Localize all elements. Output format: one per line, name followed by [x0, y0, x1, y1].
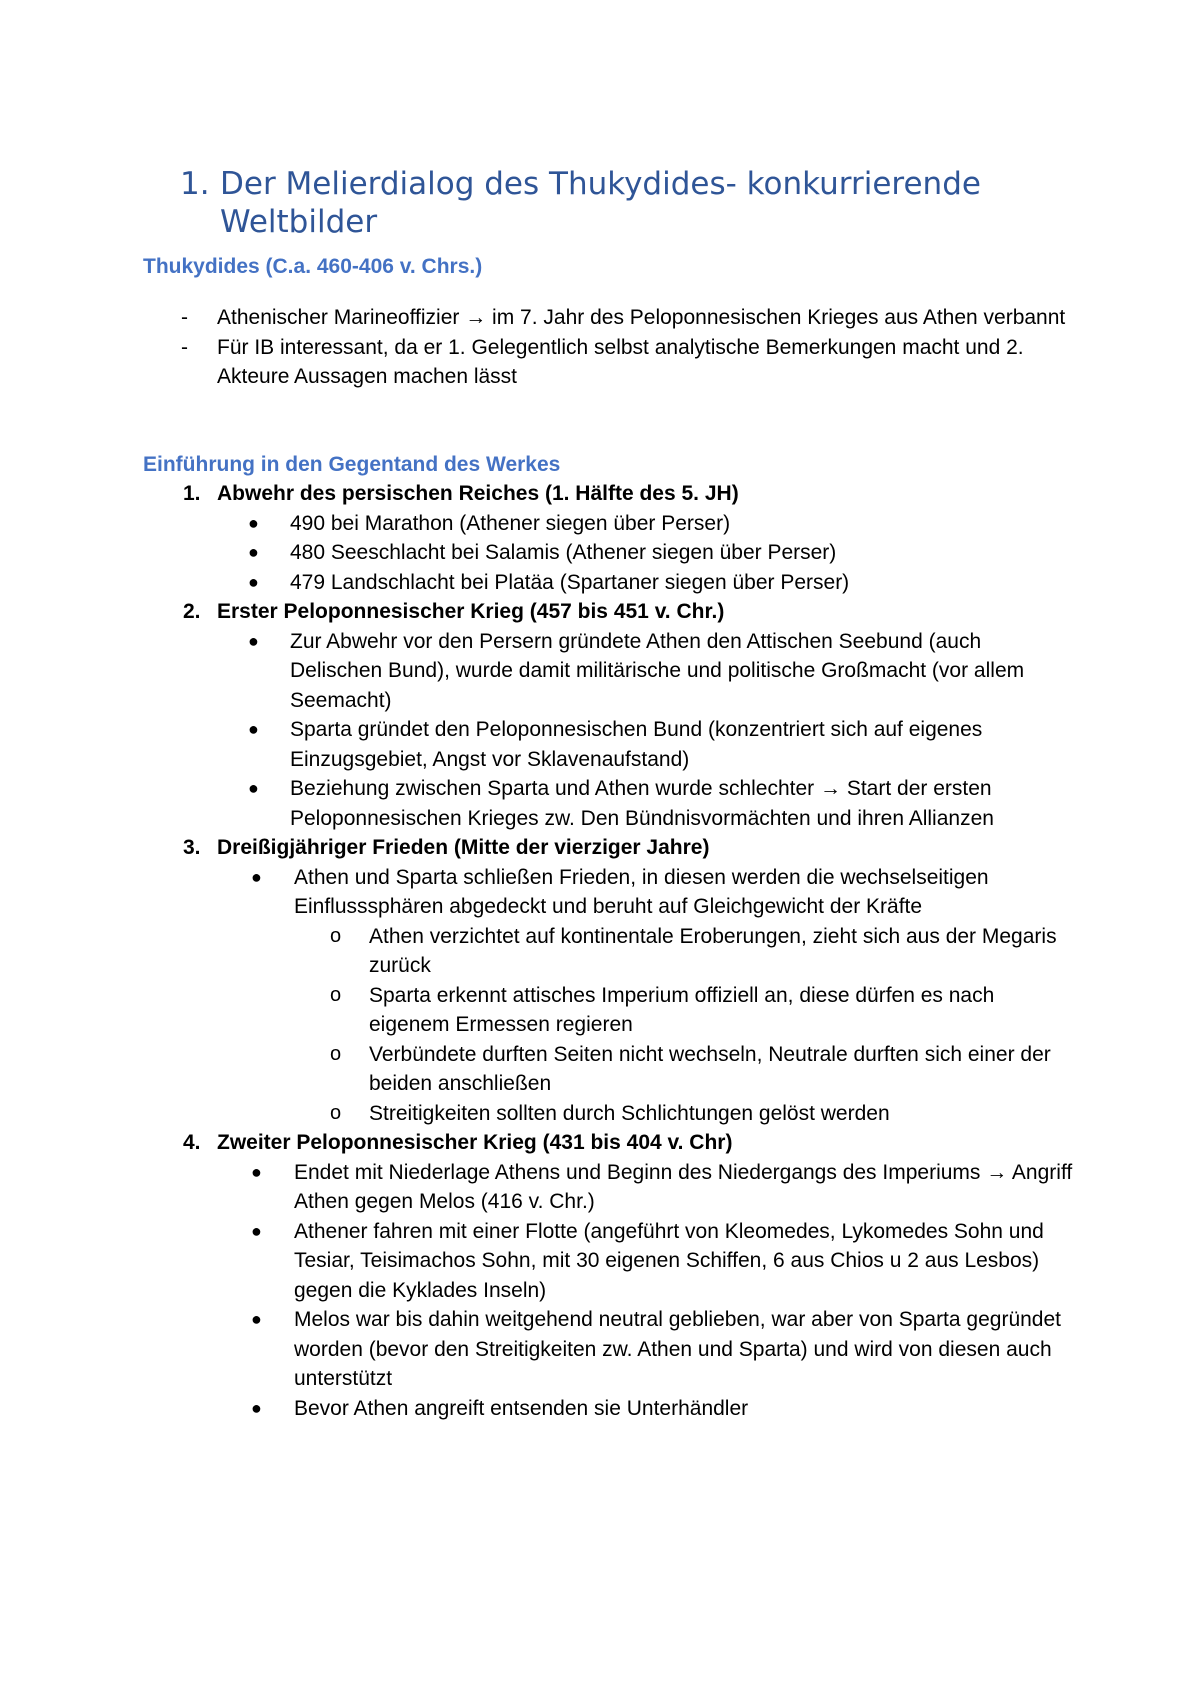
sub-bullet-item: o Streitigkeiten sollten durch Schlichtungen gelöst werden — [143, 1099, 1073, 1129]
title-text: Der Melierdialog des Thukydides- konkurrierende Weltbilder — [220, 166, 981, 240]
circle-bullet-icon: o — [330, 1101, 342, 1124]
bullet-icon: ● — [251, 1397, 262, 1418]
bullet-item: ● Sparta gründet den Peloponnesischen Bund (konzentriert sich auf eigenes Einzugsgebiet, Angst vor Sklavenaufstand) — [143, 715, 1073, 774]
bullet-item: ● Zur Abwehr vor den Persern gründete Athen den Attischen Seebund (auch Delischen Bund), wurde damit militärische und politische Großmacht (vor allem Seemacht) — [143, 627, 1073, 716]
bullet-icon: ● — [248, 719, 259, 739]
section-heading: 3. Dreißigjähriger Frieden (Mitte der vierziger Jahre) — [183, 836, 710, 859]
sub-bullet-item: o Sparta erkennt attisches Imperium offiziell an, diese dürfen es nach eigenem Ermessen regieren — [143, 981, 1073, 1040]
bullet-item: ● Melos war bis dahin weitgehend neutral geblieben, war aber von Sparta gegründet worden (bevor den Streitigkeiten zw. Athen und Sparta) und wird von diesen auch unterstützt — [143, 1305, 1073, 1394]
bullet-icon: ● — [251, 1309, 262, 1329]
sub-bullet-item: o Verbündete durften Seiten nicht wechseln, Neutrale durften sich einer der beiden anschließen — [143, 1040, 1073, 1099]
list-item: - Athenischer Marineoffizier → im 7. Jahr des Peloponnesischen Krieges aus Athen verbannt — [143, 303, 1073, 333]
bullet-item: ● Athener fahren mit einer Flotte (angeführt von Kleomedes, Lykomedes Sohn und Tesiar, Teisimachos Sohn, mit 30 eigenen Schiffen, 6 aus Chios u 2 aus Lesbos) gegen die Kyklades Inseln) — [143, 1217, 1073, 1306]
dash-marker: - — [181, 306, 188, 329]
heading-thukydides: Thukydides (C.a. 460-406 v. Chrs.) — [143, 255, 483, 278]
section-heading: 1. Abwehr des persischen Reiches (1. Hälfte des 5. JH) — [183, 482, 739, 505]
bullet-icon: ● — [251, 1220, 262, 1241]
section-heading: 4. Zweiter Peloponnesischer Krieg (431 bis 404 v. Chr) — [183, 1131, 733, 1154]
bullet-item: ● Bevor Athen angreift entsenden sie Unterhändler — [143, 1394, 1073, 1424]
bullet-icon: ● — [248, 512, 259, 533]
bullet-item: ● Athen und Sparta schließen Frieden, in diesen werden die wechselseitigen Einflusssphären abgedeckt und beruht auf Gleichgewicht der Kräfte — [143, 863, 1073, 922]
bullet-icon: ● — [251, 866, 262, 887]
sub-bullet-item: o Athen verzichtet auf kontinentale Eroberungen, zieht sich aus der Megaris zurück — [143, 922, 1073, 981]
circle-bullet-icon: o — [330, 924, 342, 947]
bullet-item: ● 490 bei Marathon (Athener siegen über Perser) — [143, 509, 1073, 539]
bullet-item: ● Endet mit Niederlage Athens und Beginn des Niedergangs des Imperiums → Angriff Athen gegen Melos (416 v. Chr.) — [143, 1158, 1073, 1217]
heading-einfuehrung: Einführung in den Gegentand des Werkes — [143, 453, 561, 476]
list-item: - Für IB interessant, da er 1. Gelegentlich selbst analytische Bemerkungen macht und 2. Akteure Aussagen machen lässt — [143, 333, 1073, 392]
dash-marker: - — [181, 335, 188, 359]
outline-list — [143, 479, 1073, 1423]
bullet-item: ● Beziehung zwischen Sparta und Athen wurde schlechter → Start der ersten Peloponnesischen Krieges zw. Den Bündnisvormächten und ihren Allianzen — [143, 774, 1073, 833]
bullet-icon: ● — [248, 778, 259, 798]
circle-bullet-icon: o — [330, 1042, 342, 1065]
title-number: 1. — [180, 166, 210, 202]
bullet-icon: ● — [248, 542, 259, 562]
thukydides-list — [143, 303, 1073, 392]
bullet-icon: ● — [248, 630, 259, 651]
bullet-icon: ● — [248, 571, 259, 592]
bullet-icon: ● — [251, 1161, 262, 1182]
document-title — [180, 165, 1060, 241]
bullet-item: ● 480 Seeschlacht bei Salamis (Athener siegen über Perser) — [143, 538, 1073, 568]
bullet-item: ● 479 Landschlacht bei Platäa (Spartaner siegen über Perser) — [143, 568, 1073, 598]
circle-bullet-icon: o — [330, 983, 342, 1006]
section-heading: 2. Erster Peloponnesischer Krieg (457 bis 451 v. Chr.) — [183, 600, 725, 623]
